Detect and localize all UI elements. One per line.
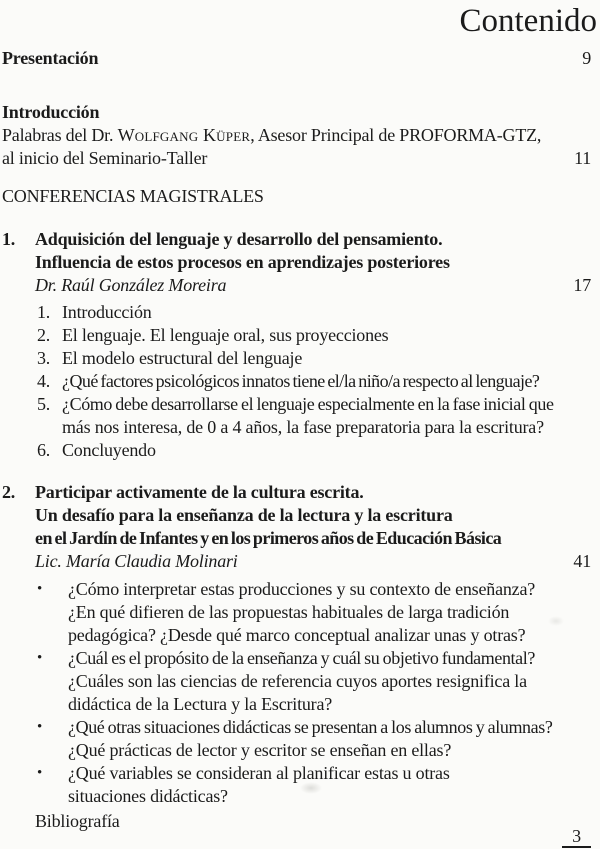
entry-author-row	[35, 550, 591, 573]
list-item	[35, 393, 591, 439]
list-item-line: ¿Qué prácticas de lector y escritor se enseñan en ellas?	[68, 740, 452, 760]
list-item-line: El modelo estructural del lenguaje	[62, 348, 303, 368]
list-item-number: 3.	[37, 348, 51, 368]
entry-author: Dr. Raúl González Moreira	[35, 275, 227, 295]
list-item-line: Introducción	[62, 302, 152, 322]
person-name: Wolfgang Küper	[117, 125, 251, 145]
list-item-line: situaciones didácticas?	[68, 786, 228, 806]
list-item-line: ¿Cuál es el propósito de la enseñanza y cuál su objetivo fundamental?	[68, 648, 535, 668]
entry-title-line: Participar activamente de la cultura escrita.	[35, 482, 364, 502]
list-item	[35, 324, 591, 347]
list-item	[35, 762, 591, 808]
list-item	[35, 716, 591, 762]
list-item-number: 6.	[37, 440, 51, 460]
list-item	[35, 301, 591, 324]
toc-entry-2	[2, 481, 591, 808]
entry-description-line	[2, 124, 591, 147]
entry-page-number: 17	[573, 275, 591, 295]
description-suffix: , Asesor Principal de PROFORMA-GTZ,	[250, 125, 542, 145]
bullet-icon: •	[37, 650, 43, 666]
entry-page-number: 9	[582, 48, 591, 68]
list-item	[35, 439, 591, 462]
entry-content	[35, 228, 591, 462]
list-item	[35, 370, 591, 393]
entry-number: 1.	[2, 229, 16, 249]
entry-author-row	[35, 274, 591, 297]
list-item-line: más nos interesa, de 0 a 4 años, la fase preparatoria para la escritura?	[62, 417, 544, 437]
list-item-number: 5.	[37, 394, 51, 414]
section-heading: CONFERENCIAS MAGISTRALES	[2, 186, 264, 206]
toc-entry-bibliografia: Bibliografía	[35, 811, 120, 831]
list-item-line: El lenguaje. El lenguaje oral, sus proyecciones	[62, 325, 389, 345]
list-item-line: Concluyendo	[62, 440, 156, 460]
entry-numbered-list	[35, 301, 591, 462]
entry-title-line: Influencia de estos procesos en aprendizajes posteriores	[35, 252, 450, 272]
list-item-line: ¿Cuáles son las ciencias de referencia cuyos aportes resignifica la	[68, 671, 527, 691]
entry-description-row	[2, 147, 591, 170]
bullet-icon: •	[37, 765, 43, 781]
folio-page-number: 3	[562, 827, 591, 848]
list-item	[35, 647, 591, 716]
entry-title-line: en el Jardín de Infantes y en los primeros años de Educación Básica	[35, 528, 502, 548]
bullet-icon: •	[37, 719, 43, 735]
entry-page-number: 11	[574, 148, 591, 168]
list-item	[35, 347, 591, 370]
entry-heading: Introducción	[2, 102, 100, 122]
entry-content	[35, 481, 591, 808]
entry-number: 2.	[2, 482, 16, 502]
list-item-line: ¿Cómo interpretar estas producciones y su contexto de enseñanza?	[68, 579, 536, 599]
description-line: al inicio del Seminario-Taller	[2, 148, 208, 168]
page-footer	[562, 827, 591, 848]
list-item-number: 2.	[37, 325, 51, 345]
list-item-line: ¿Qué otras situaciones didácticas se presentan a los alumnos y alumnas?	[68, 717, 553, 737]
toc-entry-1	[2, 228, 591, 462]
entry-page-number: 41	[573, 551, 591, 571]
list-item-line: pedagógica? ¿Desde qué marco conceptual analizar unas y otras?	[68, 625, 526, 645]
list-item-line: ¿Cómo debe desarrollarse el lenguaje especialmente en la fase inicial que	[62, 394, 554, 414]
list-item-number: 4.	[37, 371, 51, 391]
entry-label: Presentación	[2, 48, 99, 68]
list-item	[35, 578, 591, 647]
entry-bullet-list	[35, 578, 591, 808]
list-item-line: ¿Qué variables se consideran al planificar estas u otras	[68, 763, 450, 783]
entry-author: Lic. María Claudia Molinari	[35, 551, 238, 571]
bullet-icon: •	[37, 581, 43, 597]
toc-entry-presentacion	[2, 47, 591, 70]
list-item-line: ¿En qué difieren de las propuestas habituales de larga tradición	[68, 602, 510, 622]
list-item-number: 1.	[37, 302, 51, 322]
toc-entry-introduccion	[2, 101, 591, 170]
page-title: Contenido	[459, 3, 597, 39]
description-prefix: Palabras del Dr.	[2, 125, 118, 145]
entry-title-line: Un desafío para la enseñanza de la lectura y la escritura	[35, 505, 453, 525]
list-item-line: ¿Qué factores psicológicos innatos tiene el/la niño/a respecto al lenguaje?	[62, 371, 540, 391]
entry-title-line: Adquisición del lenguaje y desarrollo del pensamiento.	[35, 229, 443, 249]
list-item-line: didáctica de la Lectura y la Escritura?	[68, 694, 333, 714]
